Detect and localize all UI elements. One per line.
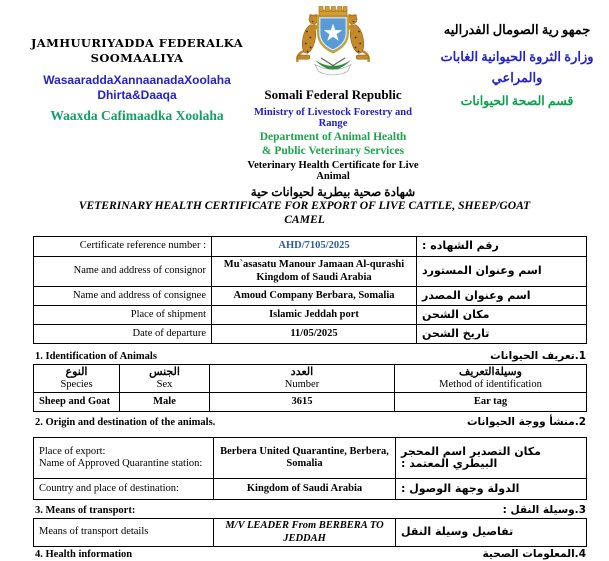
section-3-heading [35,504,586,517]
consignee-label: Name and address of consignee [34,287,212,306]
sex-header [120,365,210,393]
document-title [0,199,609,227]
section-2-heading [35,416,586,429]
species-header-english: Species [60,378,93,390]
number-header-english: Number [284,378,320,390]
transport-details-arabic: تفاصيل وسيلة النقل [396,519,587,547]
section-4-title-english: 4. Health information [35,549,133,560]
table-row [34,519,587,547]
consignee-arabic: اسم وعنوان المصدر [417,287,587,306]
header-somali-block [28,36,246,124]
section-2-title-arabic: 2.منشأ ووجة الحيوانات [466,416,586,428]
somali-republic-title: JAMHUURIYADDA FEDERALKA SOOMAALIYA [30,36,244,65]
species-header-arabic: النوع [65,366,88,378]
destination-label: Country and place of destination: [34,479,214,500]
table-row [34,393,587,412]
consignor-label: Name and address of consignor [34,257,212,287]
export-place-label-line2: Name of Approved Quarantine station: [39,458,203,469]
document-title-line2: CAMEL [284,213,325,226]
department-name-line2: & Public Veterinary Services [261,145,405,157]
section-3-title-arabic: 3.وسيلة النقل : [502,504,586,516]
somalia-coat-of-arms-icon [285,4,381,80]
section-1-heading [35,350,586,363]
destination-value: Kingdom of Saudi Arabia [214,479,396,500]
table-row [34,479,587,500]
export-place-label-line1: Place of export: [39,445,106,457]
origin-destination-table [33,437,587,500]
section-3-title-english: 3. Means of transport: [35,505,136,516]
cert-ref-label: Certificate reference number : [34,237,212,257]
table-row [34,257,587,287]
consignee-value: Amoud Company Berbara, Somalia [212,287,417,306]
country-name-arabic: جمهو رية الصومال الفدراليه [443,22,591,37]
ministry-name-arabic-line1: وزارة الثروة الحيوانية الغابات [440,49,594,64]
transport-details-value: M/V LEADER From BERBERA TO JEDDAH [214,519,396,547]
certificate-name-english: Veterinary Health Certificate for Live Animal [247,160,419,182]
certificate-name-arabic: شهادة صحية بيطرية لحيوانات حية [250,185,416,199]
ministry-name-arabic-line2: والمراعي [491,70,543,85]
section-4-title-arabic: 4.المعلومات الصحية [482,548,586,560]
consignor-value: Mu`asasatu Manour Jamaan Al-qurashi Kingdom of Saudi Arabia [212,257,417,287]
table-row [34,325,587,344]
departure-date-label: Date of departure [34,325,212,344]
destination-arabic: الدولة وجهة الوصول : [396,479,587,500]
section-4-heading-clipped [35,548,586,561]
sex-value: Male [120,393,210,412]
number-value: 3615 [210,393,395,412]
number-header-arabic: العدد [290,366,314,378]
method-header-arabic: وسيلةالتعريف [459,366,522,378]
section-2-title-english: 2. Origin and destination of the animals. [35,417,216,428]
species-header [34,365,120,393]
method-header [395,365,587,393]
table-row [34,306,587,325]
table-header-row [34,365,587,393]
quarantine-station-value: Berbera United Quarantine, Berbera, Somalia [214,438,396,479]
transport-table [33,518,587,547]
section-1-title-english: 1. Identification of Animals [35,351,157,362]
sex-header-english: Sex [156,378,173,390]
species-value: Sheep and Goat [34,393,120,412]
department-name-arabic: قسم الصحة الحيوانات [460,94,574,108]
header-center-block [240,4,426,200]
shipment-place-arabic: مكان الشحن [417,306,587,325]
shipment-place-value: Islamic Jeddah port [212,306,417,325]
header-arabic-block [430,22,604,109]
method-header-english: Method of identification [439,378,542,390]
document-title-line1: VETERINARY HEALTH CERTIFICATE FOR EXPORT OF LIVE CATTLE, SHEEP/GOAT [78,199,531,212]
export-place-label [34,438,214,479]
section-1-title-arabic: 1.تعريف الحيوانات [490,350,586,362]
number-header [210,365,395,393]
somali-ministry-name: WasaaraddaXannaanadaXoolaha Dhirta&Daaqa [43,73,231,102]
cert-ref-value: AHD/7105/2025 [212,237,417,257]
sex-header-arabic: الجنس [149,366,180,378]
export-place-arabic: مكان التصدير اسم المحجر البيطري المعتمد : [396,438,587,479]
transport-details-label: Means of transport details [34,519,214,547]
table-row [34,438,587,479]
table-row [34,287,587,306]
shipment-place-label: Place of shipment [34,306,212,325]
certificate-reference-table [33,236,587,344]
consignor-arabic: اسم وعنوان المستورد [417,257,587,287]
departure-date-value: 11/05/2025 [212,325,417,344]
somali-department-name: Waaxda Cafimaadka Xoolaha [50,108,224,123]
animal-identification-table [33,364,587,412]
departure-date-arabic: تاريخ الشحن [417,325,587,344]
method-value: Ear tag [395,393,587,412]
cert-ref-arabic: رقم الشهاده : [417,237,587,257]
table-row [34,237,587,257]
department-name-line1: Department of Animal Health [259,131,407,143]
ministry-name-english: Ministry of Livestock Forestry and Range [253,107,413,129]
country-name-english: Somali Federal Republic [264,87,402,102]
